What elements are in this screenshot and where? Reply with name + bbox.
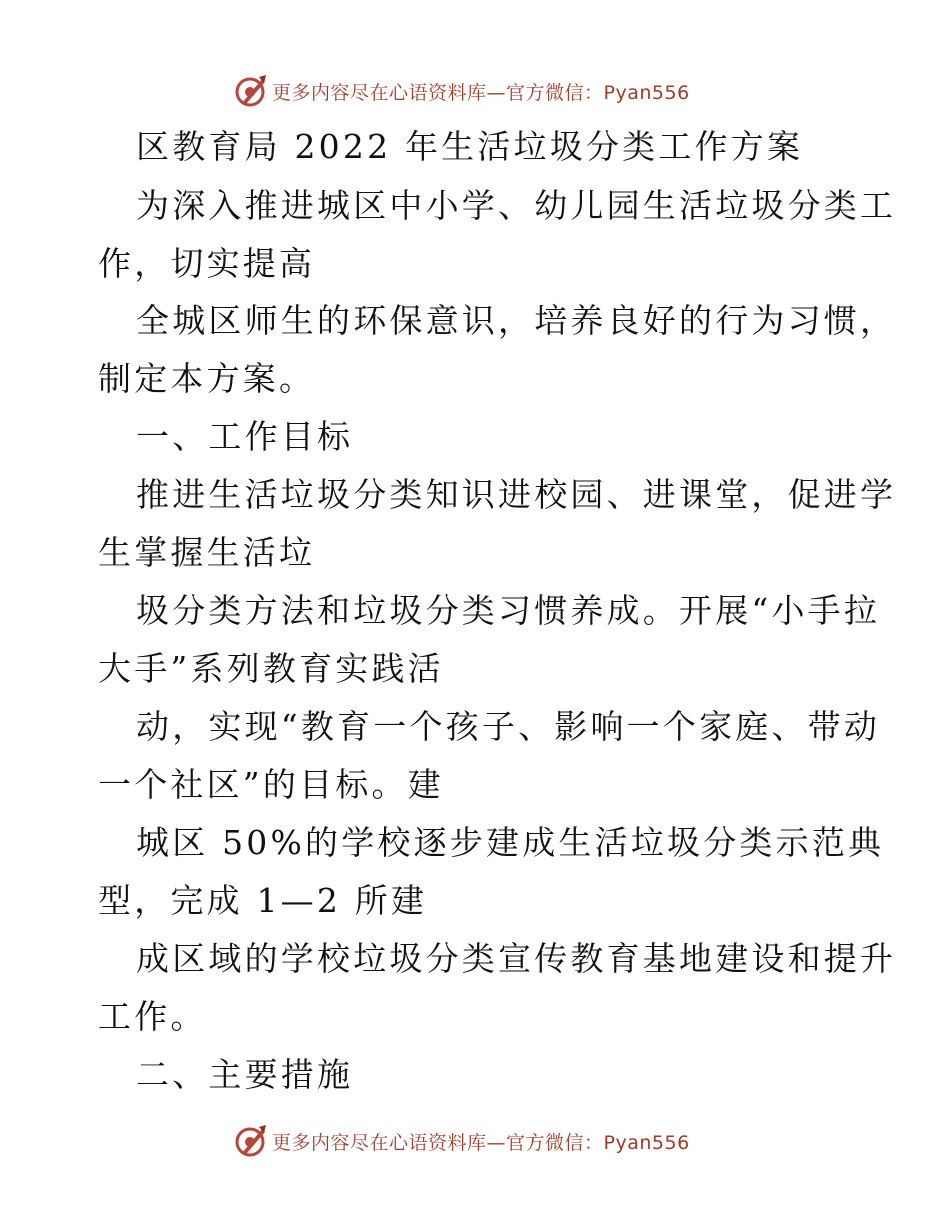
paragraph-line: 全城区师生的环保意识，培养良好的行为习惯， [136, 301, 897, 340]
quill-logo-icon [232, 1123, 268, 1159]
watermark-text: 更多内容尽在心语资料库—官方微信：Pyan556 [272, 81, 690, 104]
paragraph-line: 城区 50%的学校逐步建成生活垃圾分类示范典 [136, 823, 885, 862]
paragraph-line: 圾分类方法和垃圾分类习惯养成。开展“小手拉 [136, 591, 881, 630]
watermark-text: 更多内容尽在心语资料库—官方微信：Pyan556 [272, 1131, 690, 1154]
paragraph-line: 制定本方案。 [98, 359, 316, 398]
quill-logo-icon [232, 73, 268, 109]
section-heading: 一、工作目标 [136, 417, 354, 456]
paragraph-line: 推进生活垃圾分类知识进校园、进课堂，促进学 [136, 475, 897, 514]
section-heading: 二、主要措施 [136, 1055, 354, 1094]
paragraph-line: 成区域的学校垃圾分类宣传教育基地建设和提升 [136, 939, 897, 978]
paragraph-line: 作，切实提高 [98, 244, 316, 283]
paragraph-line: 大手”系列教育实践活 [98, 649, 444, 688]
paragraph-line: 型，完成 1—2 所建 [98, 881, 428, 920]
paragraph-line: 生掌握生活垃 [98, 533, 316, 572]
header-watermark [232, 72, 690, 110]
paragraph-line: 为深入推进城区中小学、幼儿园生活垃圾分类工 [136, 186, 897, 225]
paragraph-line: 工作。 [98, 997, 207, 1036]
paragraph-line: 一个社区”的目标。建 [98, 765, 444, 804]
footer-watermark [232, 1122, 690, 1160]
document-title: 区教育局 2022 年生活垃圾分类工作方案 [136, 127, 804, 166]
paragraph-line: 动，实现“教育一个孩子、影响一个家庭、带动 [136, 707, 881, 746]
